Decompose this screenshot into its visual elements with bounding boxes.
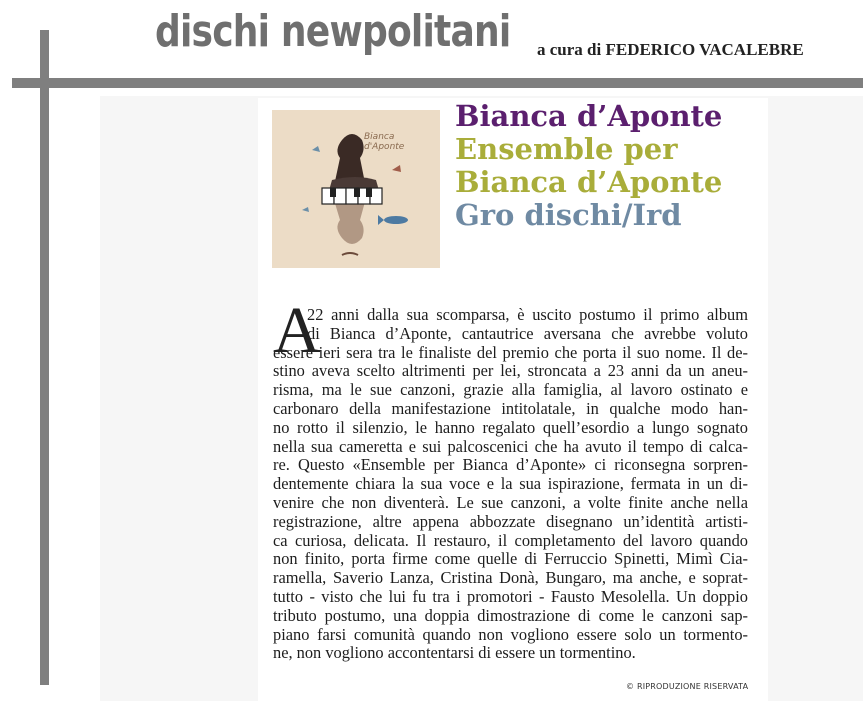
article-line: ramella, Saverio Lanza, Cristina Donà, Bungaro, ma anche, e soprat-	[273, 568, 748, 588]
review-heading	[455, 100, 755, 232]
article-line: no rotto il silenzio, le hanno regalato quell’esordio a lungo sognato	[273, 417, 748, 437]
article-line: registrazione, altre appena abbozzate disegnano un’identità artisti-	[273, 511, 748, 531]
album-cover	[272, 110, 440, 268]
article-line: dentemente chiara la sua voce e la sua ispirazione, fermata in un di-	[273, 474, 748, 494]
album-cover-title-line2: d'Aponte	[364, 142, 405, 152]
copyright-notice: © RIPRODUZIONE RISERVATA	[626, 682, 749, 691]
article-line: re. Questo «Ensemble per Bianca d’Aponte» ci riconsegna sorpren-	[273, 455, 748, 475]
article-line: tutto - visto che lui fu tra i promotori - Fausto Mesolella. Un doppio	[273, 586, 748, 606]
section-curator: a cura di FEDERICO VACALEBRE	[537, 40, 804, 59]
article-line: carbonaro della manifestazione intitolatale, in qualche modo han-	[273, 398, 748, 418]
article-line: essere ieri sera tra le finaliste del premio che porta il suo nome. Il de-	[273, 342, 748, 362]
article-line: 22 anni dalla sua scomparsa, è uscito postumo il primo album	[307, 305, 748, 324]
article-line: nella sua cameretta e sui palcoscenici che ha avuto il tempo di calca-	[273, 436, 748, 456]
artist-name: Bianca d’Aponte	[455, 99, 723, 133]
album-cover-title	[364, 132, 424, 152]
horizontal-rule	[12, 78, 863, 88]
vertical-rule	[40, 30, 49, 685]
article-line: risma, ma le sue canzoni, grazie alla famiglia, al lavoro ostinato e	[273, 380, 748, 400]
album-title: Ensemble per Bianca d’Aponte	[455, 132, 723, 199]
record-label: Gro dischi/Ird	[455, 198, 682, 232]
review-body	[273, 294, 748, 663]
drop-cap: A	[273, 294, 321, 367]
article-line: di Bianca d’Aponte, cantautrice aversana che avrebbe voluto	[307, 323, 748, 343]
article-line: non finito, porta firme come quelle di Ferruccio Spinetti, Mimì Cia-	[273, 549, 748, 569]
article-line: ne, non vogliono accontentarsi di essere un tormentino.	[273, 643, 636, 663]
article-line: piano farsi comunità quando non vogliono essere solo un tormento-	[273, 624, 748, 644]
article-line: venire che non diventerà. Le sue canzoni, a volte finite anche nella	[273, 492, 748, 512]
album-cover-title-line1: Bianca	[364, 132, 395, 142]
article-line: stino aveva scelto altrimenti per lei, stroncata a 23 anni da un aneu-	[273, 361, 748, 381]
section-title: dischi newpolitani	[155, 6, 511, 57]
article-line: ca curiosa, delicata. Il restauro, il completamento del lavoro quando	[273, 530, 748, 550]
article-line: tributo postumo, una doppia dimostrazione di come le canzoni sap-	[273, 605, 748, 625]
